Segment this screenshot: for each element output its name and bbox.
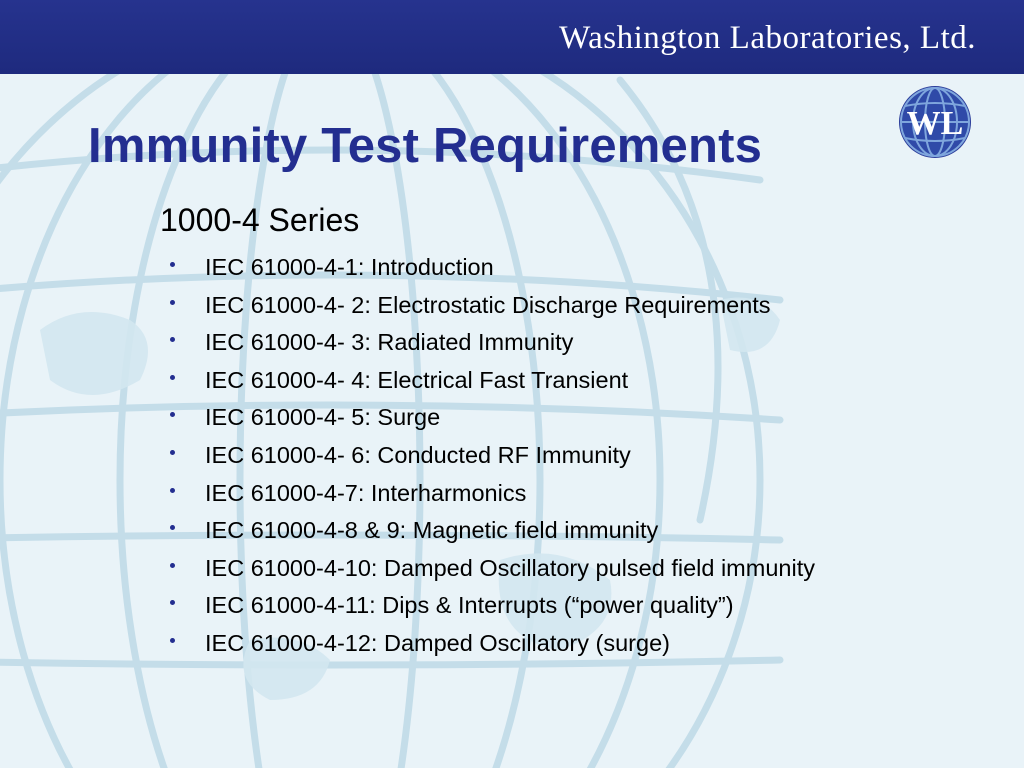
bullet-dot-icon — [170, 600, 175, 605]
list-item — [168, 327, 928, 357]
list-item — [168, 402, 928, 432]
list-item-text: IEC 61000-4-1: Introduction — [205, 254, 494, 280]
bullet-dot-icon — [170, 638, 175, 643]
header-bar — [0, 0, 1024, 74]
bullet-dot-icon — [170, 262, 175, 267]
list-item-text: IEC 61000-4- 2: Electrostatic Discharge Requirements — [205, 291, 771, 318]
slide-title: Immunity Test Requirements — [88, 119, 763, 173]
bullet-dot-icon — [170, 563, 175, 568]
company-logo-icon — [897, 84, 973, 160]
list-item-text: IEC 61000-4- 6: Conducted RF Immunity — [205, 441, 631, 468]
bullet-dot-icon — [170, 525, 175, 530]
company-name: Washington Laboratories, Ltd. — [559, 20, 976, 56]
logo-text: WL — [906, 105, 964, 142]
list-item-text: IEC 61000-4-8 & 9: Magnetic field immunity — [205, 517, 659, 544]
list-item — [168, 628, 928, 658]
section-heading: 1000-4 Series — [160, 202, 360, 238]
bullet-dot-icon — [170, 337, 175, 342]
list-item-text: IEC 61000-4- 4: Electrical Fast Transient — [205, 366, 629, 393]
list-item — [168, 553, 928, 583]
list-item — [168, 515, 928, 545]
list-item-text: IEC 61000-4-11: Dips & Interrupts (“power quality”) — [205, 592, 734, 619]
bullet-dot-icon — [170, 488, 175, 493]
list-item — [168, 440, 928, 470]
list-item-text: IEC 61000-4- 5: Surge — [205, 404, 441, 431]
bullet-dot-icon — [170, 375, 175, 380]
list-item-text: IEC 61000-4-7: Interharmonics — [205, 479, 527, 506]
bullet-dot-icon — [170, 450, 175, 455]
list-item — [168, 365, 928, 395]
list-item-text: IEC 61000-4-10: Damped Oscillatory pulsed field immunity — [205, 554, 815, 581]
list-item — [168, 290, 928, 320]
bullet-dot-icon — [170, 412, 175, 417]
list-item — [168, 478, 928, 508]
bullet-list — [168, 252, 928, 666]
bullet-dot-icon — [170, 300, 175, 305]
list-item — [168, 590, 928, 620]
list-item — [168, 252, 928, 282]
list-item-text: IEC 61000-4-12: Damped Oscillatory (surge) — [205, 629, 670, 656]
list-item-text: IEC 61000-4- 3: Radiated Immunity — [205, 329, 574, 356]
